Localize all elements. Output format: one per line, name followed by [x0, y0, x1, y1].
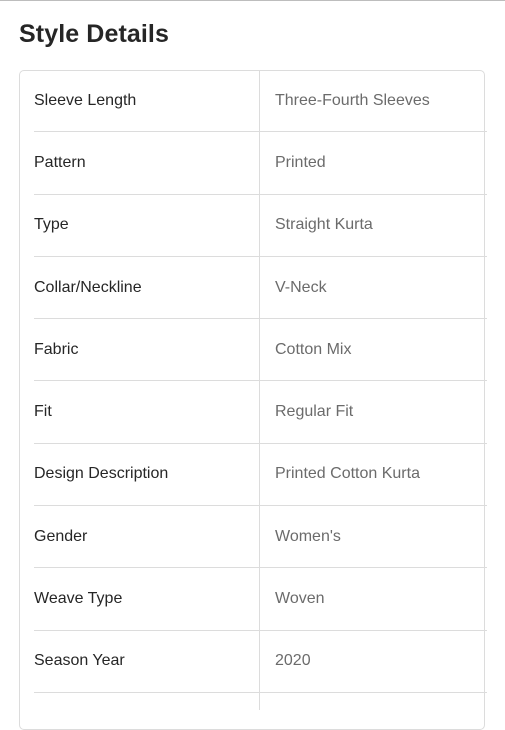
- detail-value: Women's: [275, 527, 341, 545]
- detail-value: Straight Kurta: [275, 216, 373, 234]
- table-row: [34, 631, 487, 693]
- detail-value: Three-Fourth Sleeves: [275, 91, 430, 109]
- detail-value: Cotton Mix: [275, 340, 352, 358]
- detail-value: Woven: [275, 590, 325, 608]
- table-row: [34, 319, 487, 381]
- table-row: [34, 506, 487, 568]
- detail-label: Sleeve Length: [34, 91, 137, 109]
- top-divider: [0, 0, 505, 1]
- detail-label: Fit: [34, 403, 52, 421]
- detail-value: 2020: [275, 652, 311, 670]
- table-row: [34, 132, 487, 194]
- detail-label: Pattern: [34, 153, 86, 171]
- detail-label: Fabric: [34, 340, 79, 358]
- detail-label: Design Description: [34, 465, 169, 483]
- detail-value: V-Neck: [275, 278, 327, 296]
- detail-value: Regular Fit: [275, 403, 354, 421]
- table-row: [34, 568, 487, 630]
- detail-value: Printed Cotton Kurta: [275, 465, 420, 483]
- detail-value: Printed: [275, 153, 326, 171]
- detail-label: Weave Type: [34, 590, 123, 608]
- table-row: [34, 195, 487, 257]
- detail-label: Gender: [34, 527, 88, 545]
- detail-label: Collar/Neckline: [34, 278, 142, 296]
- table-row: [34, 257, 487, 319]
- table-row: [34, 381, 487, 443]
- style-details-rows: [34, 70, 487, 693]
- detail-label: Season Year: [34, 652, 125, 670]
- table-row: [34, 444, 487, 506]
- detail-label: Type: [34, 216, 69, 234]
- section-title: Style Details: [19, 20, 169, 48]
- table-row: [34, 70, 487, 132]
